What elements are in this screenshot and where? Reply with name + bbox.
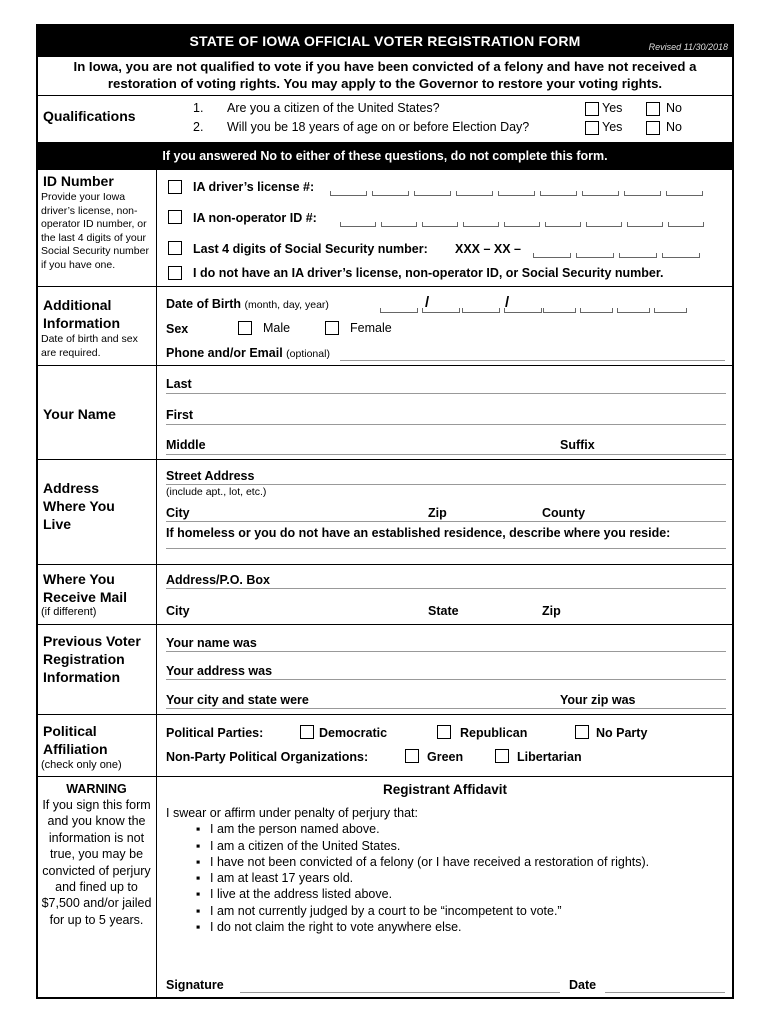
digit-box[interactable] <box>456 191 493 196</box>
last-name-label: Last <box>166 377 192 391</box>
digit-box[interactable] <box>662 253 700 258</box>
phone-email-input[interactable] <box>340 360 725 361</box>
male-label: Male <box>263 321 291 335</box>
previous-address-input[interactable] <box>166 679 726 680</box>
q1-yes-label: Yes <box>602 101 623 115</box>
digit-box[interactable] <box>668 222 704 227</box>
drivers-license-checkbox[interactable] <box>168 180 182 194</box>
libertarian-label: Libertarian <box>517 750 582 764</box>
q1-no-label: No <box>666 101 682 115</box>
address-heading: Address Where You Live <box>43 480 115 532</box>
digit-box[interactable] <box>414 191 451 196</box>
digit-box[interactable] <box>654 308 687 313</box>
suffix-label: Suffix <box>560 438 595 452</box>
political-parties-label: Political Parties: <box>166 726 264 740</box>
no-id-checkbox[interactable] <box>168 266 182 280</box>
q2-no-checkbox[interactable] <box>646 121 660 135</box>
digit-box[interactable] <box>586 222 622 227</box>
q2-no-label: No <box>666 120 682 134</box>
warning-title: WARNING <box>66 782 127 796</box>
political-note: (check only one) <box>41 759 122 771</box>
non-operator-checkbox[interactable] <box>168 210 182 224</box>
dob-label-text: Date of Birth <box>166 297 241 311</box>
digit-box[interactable] <box>462 308 500 313</box>
drivers-license-label: IA driver’s license #: <box>193 180 315 194</box>
date-label: Date <box>569 978 597 992</box>
previous-city-state-input[interactable] <box>166 708 726 709</box>
previous-name-input[interactable] <box>166 651 726 652</box>
affidavit-item: ▪ I am the person named above. <box>166 821 649 837</box>
q1-number: 1. <box>193 101 204 115</box>
affidavit-body <box>166 805 649 935</box>
form-header <box>36 24 734 57</box>
democratic-checkbox[interactable] <box>300 725 314 739</box>
republican-label: Republican <box>460 726 528 740</box>
green-label: Green <box>427 750 464 764</box>
digit-box[interactable] <box>540 191 577 196</box>
county-label: County <box>542 506 586 520</box>
phone-email-label <box>166 346 330 360</box>
middle-name-label: Middle <box>166 438 206 452</box>
revised-date: Revised 11/30/2018 <box>648 42 728 52</box>
ssn-mask: XXX – XX – <box>455 242 522 256</box>
id-number-note: Provide your Iowa driver’s license, non-operator ID number, or the last 4 digits of your Social Security number if you have one. <box>41 191 149 271</box>
female-label: Female <box>350 321 392 335</box>
no-party-label: No Party <box>596 726 648 740</box>
female-checkbox[interactable] <box>325 321 339 335</box>
ssn-label: Last 4 digits of Social Security number: <box>193 242 428 256</box>
digit-box[interactable] <box>617 308 650 313</box>
divider <box>36 459 734 460</box>
mail-city-label: City <box>166 604 190 618</box>
divider <box>36 95 734 96</box>
additional-heading-1: Additional <box>43 297 112 313</box>
mail-zip-label: Zip <box>542 604 561 618</box>
your-name-heading: Your Name <box>43 406 116 422</box>
divider <box>36 624 734 625</box>
previous-zip-label: Your zip was <box>560 693 636 707</box>
no-party-checkbox[interactable] <box>575 725 589 739</box>
q2-text: Will you be 18 years of age on or before Election Day? <box>227 120 530 134</box>
previous-heading: Previous Voter Registration Information <box>43 633 141 685</box>
first-name-label: First <box>166 408 194 422</box>
digit-box[interactable] <box>504 222 540 227</box>
digit-box[interactable] <box>624 191 661 196</box>
sex-label: Sex <box>166 322 189 336</box>
warning-text: If you sign this form and you know the information is not true, you may be convicted of perjury and fined up to $7,500 and/or jailed for up to 5 years. <box>41 798 152 927</box>
po-box-label: Address/P.O. Box <box>166 573 270 587</box>
affidavit-item: ▪ I live at the address listed above. <box>166 886 649 902</box>
dob-slash-1: / <box>425 294 430 311</box>
non-operator-label: IA non-operator ID #: <box>193 211 317 225</box>
previous-name-label: Your name was <box>166 636 257 650</box>
digit-box[interactable] <box>543 308 576 313</box>
digit-box[interactable] <box>422 222 458 227</box>
q1-no-checkbox[interactable] <box>646 102 660 116</box>
digit-box[interactable] <box>380 308 418 313</box>
signature-label: Signature <box>166 978 224 992</box>
po-box-input[interactable] <box>166 588 726 589</box>
ssn-checkbox[interactable] <box>168 241 182 255</box>
divider <box>36 714 734 715</box>
digit-box[interactable] <box>372 191 409 196</box>
divider <box>36 286 734 287</box>
affidavit-list <box>166 821 649 935</box>
digit-box[interactable] <box>330 191 367 196</box>
homeless-input[interactable] <box>166 548 726 549</box>
divider <box>36 776 734 777</box>
zip-label: Zip <box>428 506 447 520</box>
affidavit-intro: I swear or affirm under penalty of perjury that: <box>166 806 418 820</box>
column-divider <box>156 170 157 999</box>
dob-hint: (month, day, year) <box>244 299 329 311</box>
divider <box>36 564 734 565</box>
previous-address-label: Your address was <box>166 664 273 678</box>
digit-box[interactable] <box>580 308 613 313</box>
political-heading-1: Political <box>43 723 97 739</box>
form-title: STATE OF IOWA OFFICIAL VOTER REGISTRATION FORM <box>189 33 581 49</box>
digit-box[interactable] <box>504 308 542 313</box>
green-checkbox[interactable] <box>405 749 419 763</box>
q2-yes-label: Yes <box>602 120 623 134</box>
signature-input[interactable] <box>240 992 560 993</box>
npo-label: Non-Party Political Organizations: <box>166 750 369 764</box>
digit-box[interactable] <box>533 253 571 258</box>
id-number-heading: ID Number <box>43 173 114 189</box>
street-address-hint: (include apt., lot, etc.) <box>166 486 267 498</box>
qualifications-heading: Qualifications <box>43 108 136 124</box>
intro-notice: In Iowa, you are not qualified to vote if you have been convicted of a felony and have not received a restoration of voting rights. You may apply to the Governor to restore your voting rights. <box>73 59 697 91</box>
affidavit-item: ▪ I have not been convicted of a felony (or I have received a restoration of rights). <box>166 854 649 870</box>
additional-heading-2: Information <box>43 315 120 331</box>
libertarian-checkbox[interactable] <box>495 749 509 763</box>
mail-state-label: State <box>428 604 459 618</box>
affidavit-title: Registrant Affidavit <box>382 782 507 797</box>
dob-slash-2: / <box>505 294 510 311</box>
q1-text: Are you a citizen of the United States? <box>227 101 440 115</box>
homeless-label: If homeless or you do not have an established residence, describe where you reside: <box>166 526 671 540</box>
digit-box[interactable] <box>545 222 581 227</box>
affidavit-item: ▪ I am at least 17 years old. <box>166 870 649 886</box>
q2-yes-checkbox[interactable] <box>585 121 599 135</box>
male-checkbox[interactable] <box>238 321 252 335</box>
affidavit-item: ▪ I do not claim the right to vote anywhere else. <box>166 919 649 935</box>
dob-label <box>166 297 329 311</box>
digit-box[interactable] <box>582 191 619 196</box>
qualification-warning-bar: If you answered No to either of these questions, do not complete this form. <box>36 142 734 170</box>
middle-name-input[interactable] <box>166 454 726 455</box>
q2-number: 2. <box>193 120 204 134</box>
additional-note: Date of birth and sex are required. <box>41 333 138 359</box>
political-heading-2: Affiliation <box>43 741 108 757</box>
mail-note: (if different) <box>41 606 97 618</box>
mail-heading: Where You Receive Mail <box>43 571 128 605</box>
street-address-label: Street Address <box>166 469 255 483</box>
democratic-label: Democratic <box>319 726 388 740</box>
city-zip-county-input[interactable] <box>166 521 726 522</box>
date-input[interactable] <box>605 992 725 993</box>
digit-box[interactable] <box>422 308 460 313</box>
digit-box[interactable] <box>340 222 376 227</box>
digit-box[interactable] <box>576 253 614 258</box>
digit-box[interactable] <box>463 222 499 227</box>
digit-box[interactable] <box>619 253 657 258</box>
optional-hint: (optional) <box>286 348 330 360</box>
digit-box[interactable] <box>666 191 703 196</box>
street-address-input[interactable] <box>166 484 726 485</box>
digit-box[interactable] <box>627 222 663 227</box>
phone-email-text: Phone and/or Email <box>166 346 283 360</box>
q1-yes-checkbox[interactable] <box>585 102 599 116</box>
digit-box[interactable] <box>381 222 417 227</box>
last-name-input[interactable] <box>166 393 726 394</box>
no-id-label: I do not have an IA driver’s license, non-operator ID, or Social Security number. <box>193 266 664 280</box>
first-name-input[interactable] <box>166 424 726 425</box>
affidavit-item: ▪ I am a citizen of the United States. <box>166 838 649 854</box>
affidavit-item: ▪ I am not currently judged by a court to be “incompetent to vote.” <box>166 903 649 919</box>
digit-box[interactable] <box>498 191 535 196</box>
previous-city-state-label: Your city and state were <box>166 693 309 707</box>
republican-checkbox[interactable] <box>437 725 451 739</box>
city-label: City <box>166 506 190 520</box>
divider <box>36 365 734 366</box>
